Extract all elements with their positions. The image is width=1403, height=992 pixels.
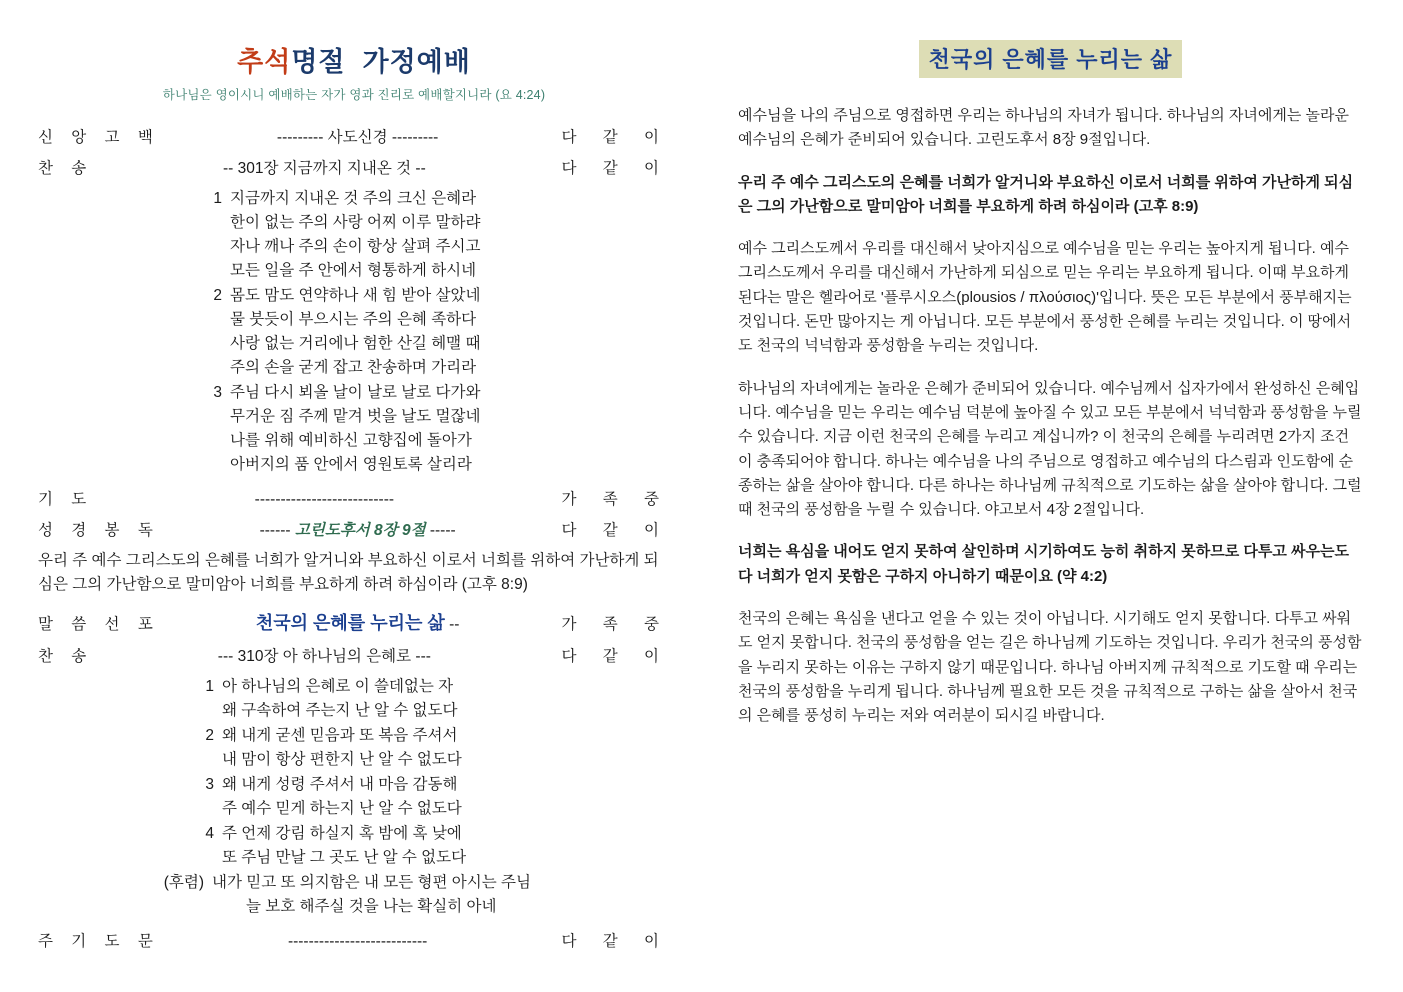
order-label: 말 씀 선 포 (38, 616, 160, 634)
order-participant: 다 같 이 (561, 129, 670, 146)
hymn-line: 내가 믿고 또 의지함은 내 모든 형편 아시는 주님 (212, 874, 531, 892)
order-participant: 가 족 중 (561, 491, 670, 509)
sermon-scripture-quote: 우리 주 예수 그리스도의 은혜를 너희가 알거니와 부요하신 이로서 너희를 위하여 가난하게 되심은 그의 가난함으로 말미암아 너희를 부요하게 하려 하심이라 (고후 8:9) (738, 173, 1354, 215)
hymn-301-lyrics (38, 187, 670, 477)
hymn-verse (38, 675, 670, 723)
order-label: 주 기 도 문 (38, 933, 160, 951)
hymn-line: 물 붓듯이 부으시는 주의 은혜 족하다 (230, 311, 477, 329)
sermon-paragraph: 천국의 은혜는 욕심을 낸다고 얻을 수 있는 것이 아닙니다. 시기해도 얻지 못합니다. 다투고 싸워도 얻지 못합니다. 천국의 풍성함을 얻는 길은 하나님께 기도하는 것입니다. 우리가 천국의 풍성함을 누리지 못하는 이유는 구하지 않기 때문입니다. 하나님 아버지께 규칙적으로 기도할 때 우리는 천국의 풍성함을 누리게 됩니다. 하나님께 필요한 모든 것을 규칙적으로 구하는 삶을 살아서 천국의 은혜를 풍성히 누리는 저와 여러분이 되시길 바랍니다. (738, 610, 1362, 725)
order-detail: --------------------------- (287, 933, 428, 951)
hymn-line: 늘 보호 해주실 것을 나는 확실히 아네 (246, 898, 497, 916)
hymn-verse-lines (230, 381, 670, 477)
hymn-line: 모든 일을 주 안에서 형통하게 하시네 (230, 262, 477, 280)
order-row (38, 609, 670, 635)
hymn-line: 몸도 맘도 연약하나 새 힘 받아 살았네 (230, 287, 481, 305)
order-detail: --------------------------- (254, 491, 395, 509)
hymn-verse (38, 724, 670, 772)
order-participant: 가 족 중 (561, 616, 670, 634)
hymn-line: 주님 다시 뵈올 날이 날로 날로 다가와 (230, 384, 481, 402)
order-detail-suffix: ----- (429, 522, 456, 540)
hymn-line: 아버지의 품 안에서 영원토록 살리라 (230, 456, 472, 474)
sermon-title: 천국의 은혜를 누리는 삶 (255, 613, 445, 634)
page-title-part1: 추석 (237, 47, 292, 77)
hymn-line: 왜 구속하여 주는지 난 알 수 없도다 (222, 702, 458, 720)
order-detail: --- 310장 아 하나님의 은혜로 --- (217, 648, 431, 666)
order-row (38, 125, 670, 147)
order-row (38, 644, 670, 666)
order-row (38, 929, 670, 951)
order-label: 찬 송 (38, 648, 94, 666)
hymn-verse-number: 1 (205, 678, 214, 696)
hymn-line: 나를 위해 예비하신 고향집에 돌아가 (230, 432, 472, 450)
hymn-verse-number: 4 (205, 825, 214, 843)
hymn-verse-lines (222, 773, 670, 821)
hymn-verse-lines (230, 187, 670, 283)
page-title-part3: 가정예배 (362, 47, 471, 77)
hymn-verse (38, 871, 670, 919)
order-label: 성 경 봉 독 (38, 522, 160, 540)
order-row (38, 487, 670, 509)
hymn-line: 자나 깨나 주의 손이 항상 살펴 주시고 (230, 238, 481, 256)
right-column (700, 0, 1403, 992)
sermon-scripture-quote: 너희는 욕심을 내어도 얻지 못하여 살인하며 시기하여도 능히 취하지 못하므로 다투고 싸우는도다 너희가 얻지 못함은 구하지 아니하기 때문이요 (약 4:2) (738, 543, 1349, 585)
sermon-paragraph: 예수 그리스도께서 우리를 대신해서 낮아지심으로 예수님을 믿는 우리는 높아지게 됩니다. 예수 그리스도께서 우리를 대신해서 가난하게 되심으로 믿는 우리는 부요하게 됩니다. 이때 부요하게 된다는 말은 헬라어로 '플루시오스(plousios / πλούσιος)'입니다. 뜻은 모든 부분에서 풍부해지는 것입니다. 돈만 많아지는 게 아닙니다. 모든 부분에서 풍성한 은혜를 누리는 것입니다. 이 땅에서도 천국의 넉넉함과 풍성함을 누리는 것입니다. (738, 240, 1352, 355)
hymn-verse-number: 1 (213, 190, 222, 207)
left-column (0, 0, 700, 992)
hymn-line: 사랑 없는 거리에나 험한 산길 헤맬 때 (230, 335, 481, 353)
order-detail-prefix: ------ (259, 522, 291, 540)
hymn-verse (38, 187, 670, 283)
hymn-verse-number: 3 (205, 776, 214, 794)
page-subtitle: 하나님은 영이시니 예배하는 자가 영과 진리로 예배할지니라 (요 4:24) (162, 88, 546, 102)
hymn-line: 무거운 짐 주께 맡겨 벗을 날도 멀잖네 (230, 408, 481, 426)
hymn-line: 내 맘이 항상 편한지 난 알 수 없도다 (222, 751, 462, 769)
hymn-line: 아 하나님의 은혜로 이 쓸데없는 자 (222, 678, 454, 696)
scripture-reference: 고린도후서 8장 9절 (294, 522, 426, 540)
order-detail (160, 518, 556, 540)
order-of-worship (38, 125, 670, 951)
hymn-line: 또 주님 만날 그 곳도 난 알 수 없도다 (222, 849, 467, 867)
sermon-heading: 천국의 은혜를 누리는 삶 (919, 40, 1183, 78)
hymn-line: 왜 내게 성령 주셔서 내 마음 감동해 (222, 776, 458, 794)
hymn-line: 주 언제 강림 하실지 혹 밤에 혹 낮에 (222, 825, 462, 843)
hymn-verse-number: 3 (213, 384, 222, 402)
hymn-verse (38, 381, 670, 477)
hymn-verse-lines (212, 871, 670, 919)
sermon-heading-wrap (738, 40, 1363, 78)
hymn-verse (38, 284, 670, 380)
hymn-line: 주 예수 믿게 하는지 난 알 수 없도다 (222, 800, 462, 818)
hymn-verse-number: 2 (205, 727, 214, 745)
order-detail: -- 301장 지금까지 지내온 것 -- (222, 160, 426, 177)
order-participant: 다 같 이 (561, 648, 670, 666)
order-label: 신 앙 고 백 (38, 129, 160, 146)
hymn-verse (38, 822, 670, 870)
hymn-line: 한이 없는 주의 사랑 어찌 이루 말하랴 (230, 214, 481, 232)
order-detail-suffix: -- (449, 616, 460, 634)
hymn-refrain-label: (후렴) (163, 874, 204, 892)
sermon-paragraph: 예수님을 나의 주님으로 영접하면 우리는 하나님의 자녀가 됩니다. 하나님의 자녀에게는 놀라운 예수님의 은혜가 준비되어 있습니다. 고린도후서 8장 9절입니다. (738, 107, 1349, 149)
order-row (38, 156, 670, 178)
page-title-part2: 명절 (291, 47, 346, 77)
order-label: 찬 송 (38, 160, 94, 177)
hymn-line: 지금까지 지내온 것 주의 크신 은혜라 (230, 190, 477, 207)
hymn-310-lyrics (38, 675, 670, 919)
order-detail (160, 609, 556, 635)
order-detail: --------- 사도신경 --------- (276, 129, 439, 146)
order-participant: 다 같 이 (561, 160, 670, 177)
hymn-verse-lines (230, 284, 670, 380)
hymn-verse-lines (222, 724, 670, 772)
order-participant: 다 같 이 (561, 933, 670, 951)
hymn-verse (38, 773, 670, 821)
order-label: 기 도 (38, 491, 94, 509)
hymn-verse-lines (222, 822, 670, 870)
hymn-line: 왜 내게 굳센 믿음과 또 복음 주셔서 (222, 727, 458, 745)
hymn-verse-lines (222, 675, 670, 723)
page-title (38, 40, 670, 79)
sermon-paragraph: 하나님의 자녀에게는 놀라운 은혜가 준비되어 있습니다. 예수님께서 십자가에서 완성하신 은혜입니다. 예수님을 믿는 우리는 예수님 덕분에 높아질 수 있고 모든 부분에서 넉넉함과 풍성함을 누릴 수 있습니다. 지금 이런 천국의 은혜를 누리고 계십니까? 이 천국의 은혜를 누리려면 2가지 조건이 충족되어야 합니다. 하나는 예수님을 나의 주님으로 영접하고 예수님의 다스림과 인도함에 순종하는 삶을 살아야 합니다. 다른 하나는 하나님께 규칙적으로 기도하는 삶을 살아야 합니다. 그럴 때 천국의 풍성함을 누릴 수 있습니다. 야고보서 4장 2절입니다. (738, 379, 1362, 519)
order-participant: 다 같 이 (561, 522, 670, 540)
order-row (38, 518, 670, 540)
hymn-line: 주의 손을 굳게 잡고 찬송하며 가리라 (230, 359, 477, 377)
hymn-verse-number: 2 (213, 287, 222, 305)
scripture-text: 우리 주 예수 그리스도의 은혜를 너희가 알거니와 부요하신 이로서 너희를 위하여 가난하게 되심은 그의 가난함으로 말미암아 너희를 부요하게 하려 하심이라 (고후 8:9) (38, 552, 659, 594)
